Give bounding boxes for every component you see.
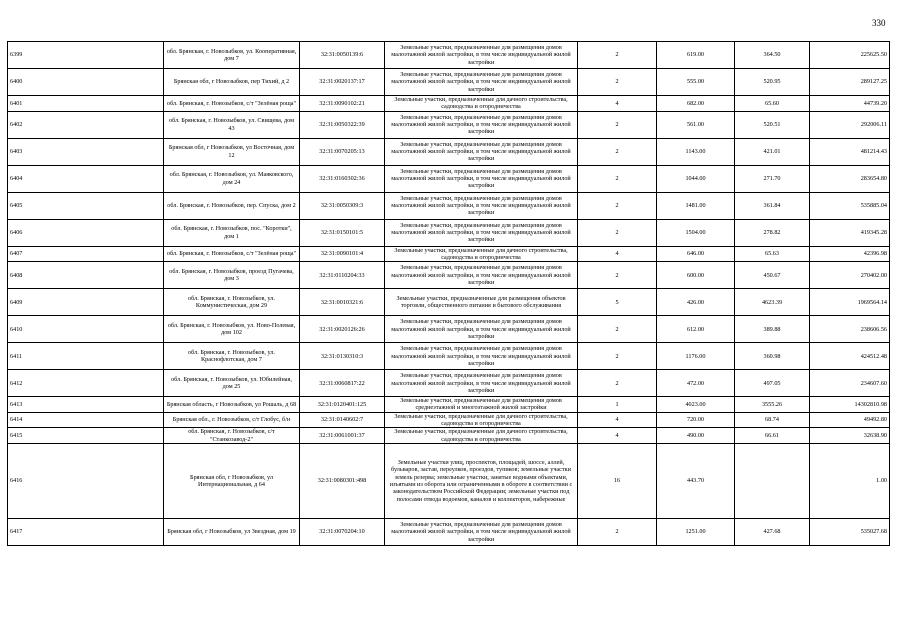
row-number: 6416: [8, 443, 164, 518]
table-row: [8, 428, 890, 444]
row-number: 6410: [8, 316, 164, 343]
rate-cell: 65.60: [735, 96, 810, 112]
cadastral-value-cell: 535885.04: [810, 192, 890, 219]
land-use-cell: Земельные участки, предназначенные для размещения домов малоэтажной жилой застройки, в том числе индивидуальной жилой застройки: [385, 343, 578, 370]
category-cell: 2: [578, 518, 657, 545]
cadastral-value-cell: 292006.11: [810, 111, 890, 138]
land-use-cell: Земельные участки, предназначенные для дачного строительства, садоводства и огородничества: [385, 96, 578, 112]
cadastral-number-cell: 32:31:0061001:37: [300, 428, 385, 444]
area-cell: 600.00: [657, 262, 735, 289]
category-cell: 2: [578, 316, 657, 343]
cadastral-number-cell: 32:31:0090101:4: [300, 246, 385, 262]
cadastral-number-cell: 32:31:0020126:26: [300, 316, 385, 343]
area-cell: 612.00: [657, 316, 735, 343]
rate-cell: 421.01: [735, 138, 810, 165]
rate-cell: 4623.39: [735, 289, 810, 316]
table-row: [8, 518, 890, 545]
table-row: [8, 165, 890, 192]
table-row: [8, 289, 890, 316]
row-number: 6405: [8, 192, 164, 219]
table-row: [8, 111, 890, 138]
category-cell: 2: [578, 42, 657, 69]
land-use-cell: Земельные участки, предназначенные для размещения домов малоэтажной жилой застройки, в том числе индивидуальной жилой застройки: [385, 262, 578, 289]
category-cell: 2: [578, 219, 657, 246]
area-cell: 426.00: [657, 289, 735, 316]
table-row: [8, 262, 890, 289]
area-cell: 443.70: [657, 443, 735, 518]
area-cell: 490.00: [657, 428, 735, 444]
row-number: 6404: [8, 165, 164, 192]
rate-cell: 65.63: [735, 246, 810, 262]
cadastral-number-cell: 32:31:0050139:6: [300, 42, 385, 69]
cadastral-number-cell: 32:31:0070204:10: [300, 518, 385, 545]
rate-cell: 497.05: [735, 370, 810, 397]
cadastral-value-cell: 270402.00: [810, 262, 890, 289]
table-row: [8, 343, 890, 370]
table-row: [8, 443, 890, 518]
category-cell: 4: [578, 412, 657, 428]
row-number: 6401: [8, 96, 164, 112]
area-cell: 1251.00: [657, 518, 735, 545]
rate-cell: 520.95: [735, 69, 810, 96]
cadastral-number-cell: 32:31:0110204:33: [300, 262, 385, 289]
address-cell: Брянская обл, г Новозыбков, пер Тихий, д 2: [164, 69, 300, 96]
category-cell: 4: [578, 428, 657, 444]
address-cell: обл. Брянская, г. Новозыбков, ул. Кооперативная, дом 7: [164, 42, 300, 69]
cadastral-value-cell: 481214.43: [810, 138, 890, 165]
land-use-cell: Земельные участки, предназначенные для размещения домов малоэтажной жилой застройки, в том числе индивидуальной жилой застройки: [385, 219, 578, 246]
rate-cell: 271.70: [735, 165, 810, 192]
cadastral-value-cell: 289127.25: [810, 69, 890, 96]
area-cell: 472.00: [657, 370, 735, 397]
cadastral-number-cell: 32:31:0140602:7: [300, 412, 385, 428]
land-use-cell: Земельные участки, предназначенные для размещения домов среднеэтажной и многоэтажной жилой застройки: [385, 397, 578, 413]
cadastral-number-cell: 32:31:0050322:39: [300, 111, 385, 138]
cadastral-value-cell: 1.00: [810, 443, 890, 518]
address-cell: обл. Брянская, г. Новозыбков, ул. Коммунистическая, дом 29: [164, 289, 300, 316]
table-row: [8, 192, 890, 219]
address-cell: обл. Брянская, г. Новозыбков, пос. "Коротки", дом 1: [164, 219, 300, 246]
cadastral-value-cell: 225625.50: [810, 42, 890, 69]
category-cell: 16: [578, 443, 657, 518]
row-number: 6408: [8, 262, 164, 289]
rate-cell: 3555.26: [735, 397, 810, 413]
land-use-cell: Земельные участки, предназначенные для размещения домов малоэтажной жилой застройки, в том числе индивидуальной жилой застройки: [385, 316, 578, 343]
cadastral-value-cell: 14302810.98: [810, 397, 890, 413]
address-cell: обл. Брянская, г. Новозыбков, ул. Краснофлотская, дом 7: [164, 343, 300, 370]
cadastral-value-cell: 419345.28: [810, 219, 890, 246]
area-cell: 4023.00: [657, 397, 735, 413]
category-cell: 2: [578, 262, 657, 289]
area-cell: 682.00: [657, 96, 735, 112]
category-cell: 1: [578, 397, 657, 413]
rate-cell: 68.74: [735, 412, 810, 428]
table-row: [8, 69, 890, 96]
row-number: 6412: [8, 370, 164, 397]
rate-cell: 427.68: [735, 518, 810, 545]
rate-cell: 520.51: [735, 111, 810, 138]
area-cell: 1504.00: [657, 219, 735, 246]
cadastral-value-cell: 42396.98: [810, 246, 890, 262]
category-cell: 2: [578, 370, 657, 397]
address-cell: Брянская обл., г. Новозыбков, с/т Глобус, б/н: [164, 412, 300, 428]
address-cell: Брянская обл, г Новозыбков, ул Восточная, дом 12: [164, 138, 300, 165]
area-cell: 555.00: [657, 69, 735, 96]
row-number: 6402: [8, 111, 164, 138]
row-number: 6411: [8, 343, 164, 370]
row-number: 6407: [8, 246, 164, 262]
area-cell: 720.00: [657, 412, 735, 428]
table-row: [8, 246, 890, 262]
address-cell: обл. Брянская, г. Новозыбков, пер. Спуска, дом 2: [164, 192, 300, 219]
page-number: 330: [872, 18, 886, 28]
cadastral-value-cell: 44739.20: [810, 96, 890, 112]
rate-cell: 361.84: [735, 192, 810, 219]
land-use-cell: Земельные участки, предназначенные для дачного строительства, садоводства и огородничества: [385, 246, 578, 262]
cadastral-number-cell: 32:31:0050309:3: [300, 192, 385, 219]
cadastral-number-cell: 32:31:0010321:6: [300, 289, 385, 316]
cadastral-value-cell: 283654.80: [810, 165, 890, 192]
address-cell: обл. Брянская, г. Новозыбков, ул. Свищева, дом 43: [164, 111, 300, 138]
category-cell: 2: [578, 138, 657, 165]
cadastral-value-cell: 49492.80: [810, 412, 890, 428]
area-cell: 1176.00: [657, 343, 735, 370]
cadastral-value-cell: 1969564.14: [810, 289, 890, 316]
area-cell: 1143.00: [657, 138, 735, 165]
table-row: [8, 412, 890, 428]
rate-cell: 66.61: [735, 428, 810, 444]
cadastral-value-cell: 535027.68: [810, 518, 890, 545]
address-cell: обл. Брянская, г. Новозыбков, с/т "Зелёная роща": [164, 246, 300, 262]
rate-cell: 278.82: [735, 219, 810, 246]
cadastral-value-cell: 234607.60: [810, 370, 890, 397]
address-cell: обл. Брянская, г. Новозыбков, ул. Юбилейная, дом 25: [164, 370, 300, 397]
address-cell: обл. Брянская, г. Новозыбков, проезд Пугачева, дом 3: [164, 262, 300, 289]
land-use-cell: Земельные участки, предназначенные для размещения домов малоэтажной жилой застройки, в том числе индивидуальной жилой застройки: [385, 138, 578, 165]
category-cell: 2: [578, 165, 657, 192]
table-row: [8, 219, 890, 246]
address-cell: Брянская область, г Новозыбков, ул Рошаль, д 68: [164, 397, 300, 413]
address-cell: обл. Брянская, г. Новозыбков, с/т "Зелёная роща": [164, 96, 300, 112]
cadastral-number-cell: 32:31:0120401:125: [300, 397, 385, 413]
land-use-cell: Земельные участки, предназначенные для дачного строительства, садоводства и огородничества: [385, 412, 578, 428]
category-cell: 2: [578, 111, 657, 138]
row-number: 6417: [8, 518, 164, 545]
area-cell: 561.00: [657, 111, 735, 138]
cadastral-number-cell: 32:31:0060817:22: [300, 370, 385, 397]
category-cell: 2: [578, 69, 657, 96]
cadastral-number-cell: 32:31:0090102:21: [300, 96, 385, 112]
cadastral-number-cell: 32:31:0080301:498: [300, 443, 385, 518]
land-use-cell: Земельные участки, предназначенные для размещения домов малоэтажной жилой застройки, в том числе индивидуальной жилой застройки: [385, 111, 578, 138]
table-body: [8, 42, 890, 546]
category-cell: 4: [578, 246, 657, 262]
category-cell: 2: [578, 192, 657, 219]
cadastral-number-cell: 32:31:0070205:13: [300, 138, 385, 165]
rate-cell: 360.98: [735, 343, 810, 370]
row-number: 6415: [8, 428, 164, 444]
address-cell: обл. Брянская, г. Новозыбков, ул. Маяковского, дом 24: [164, 165, 300, 192]
address-cell: Брянская обл, г Новозыбков, ул Звездная, дом 19: [164, 518, 300, 545]
area-cell: 646.00: [657, 246, 735, 262]
category-cell: 5: [578, 289, 657, 316]
table-row: [8, 42, 890, 69]
cadastral-value-table: [7, 41, 890, 546]
land-use-cell: Земельные участки, предназначенные для размещения домов малоэтажной жилой застройки, в том числе индивидуальной жилой застройки: [385, 370, 578, 397]
address-cell: обл. Брянская, г. Новозыбков, ул. Ново-Полевая, дом 102: [164, 316, 300, 343]
land-use-cell: Земельные участки, предназначенные для размещения домов малоэтажной жилой застройки, в том числе индивидуальной жилой застройки: [385, 518, 578, 545]
row-number: 6400: [8, 69, 164, 96]
rate-cell: [735, 443, 810, 518]
table-row: [8, 397, 890, 413]
land-use-cell: Земельные участки, предназначенные для размещения домов малоэтажной жилой застройки, в том числе индивидуальной жилой застройки: [385, 192, 578, 219]
land-use-cell: Земельные участки, предназначенные для размещения объектов торговли, общественного питания и бытового обслуживания: [385, 289, 578, 316]
rate-cell: 389.88: [735, 316, 810, 343]
address-cell: Брянская обл, г Новозыбков, ул Интернациональная, д 64: [164, 443, 300, 518]
land-use-cell: Земельные участки, предназначенные для дачного строительства, садоводства и огородничества: [385, 428, 578, 444]
row-number: 6399: [8, 42, 164, 69]
row-number: 6403: [8, 138, 164, 165]
cadastral-value-cell: 424512.48: [810, 343, 890, 370]
row-number: 6413: [8, 397, 164, 413]
land-use-cell: Земельные участки, предназначенные для размещения домов малоэтажной жилой застройки, в том числе индивидуальной жилой застройки: [385, 165, 578, 192]
table-row: [8, 370, 890, 397]
cadastral-number-cell: 32:31:0020137:17: [300, 69, 385, 96]
rate-cell: 364.50: [735, 42, 810, 69]
table-row: [8, 316, 890, 343]
area-cell: 1044.00: [657, 165, 735, 192]
land-use-cell: Земельные участки улиц, проспектов, площадей, шоссе, аллей, бульваров, застав, переулков, проездов, тупиков; земельные участки земель резерва; земельные участки, занятые водными объектами, изъятыми из оборота или ограниченными в обороте в соответствии с законодательством Российской Федерации; земельные участки под полосами отвода водоемов, каналов и коллекторов, набережные: [385, 443, 578, 518]
category-cell: 2: [578, 343, 657, 370]
area-cell: 619.00: [657, 42, 735, 69]
table-row: [8, 138, 890, 165]
table-row: [8, 96, 890, 112]
cadastral-value-cell: 32638.90: [810, 428, 890, 444]
land-use-cell: Земельные участки, предназначенные для размещения домов малоэтажной жилой застройки, в том числе индивидуальной жилой застройки: [385, 69, 578, 96]
row-number: 6406: [8, 219, 164, 246]
rate-cell: 450.67: [735, 262, 810, 289]
row-number: 6414: [8, 412, 164, 428]
cadastral-number-cell: 32:31:0130310:3: [300, 343, 385, 370]
area-cell: 1481.00: [657, 192, 735, 219]
land-use-cell: Земельные участки, предназначенные для размещения домов малоэтажной жилой застройки, в том числе индивидуальной жилой застройки: [385, 42, 578, 69]
category-cell: 4: [578, 96, 657, 112]
address-cell: обл. Брянская, г. Новозыбков, с/т "Станкозавод-2": [164, 428, 300, 444]
cadastral-number-cell: 32:31:0160302:36: [300, 165, 385, 192]
cadastral-number-cell: 32:31:0150101:5: [300, 219, 385, 246]
cadastral-value-cell: 238606.56: [810, 316, 890, 343]
row-number: 6409: [8, 289, 164, 316]
